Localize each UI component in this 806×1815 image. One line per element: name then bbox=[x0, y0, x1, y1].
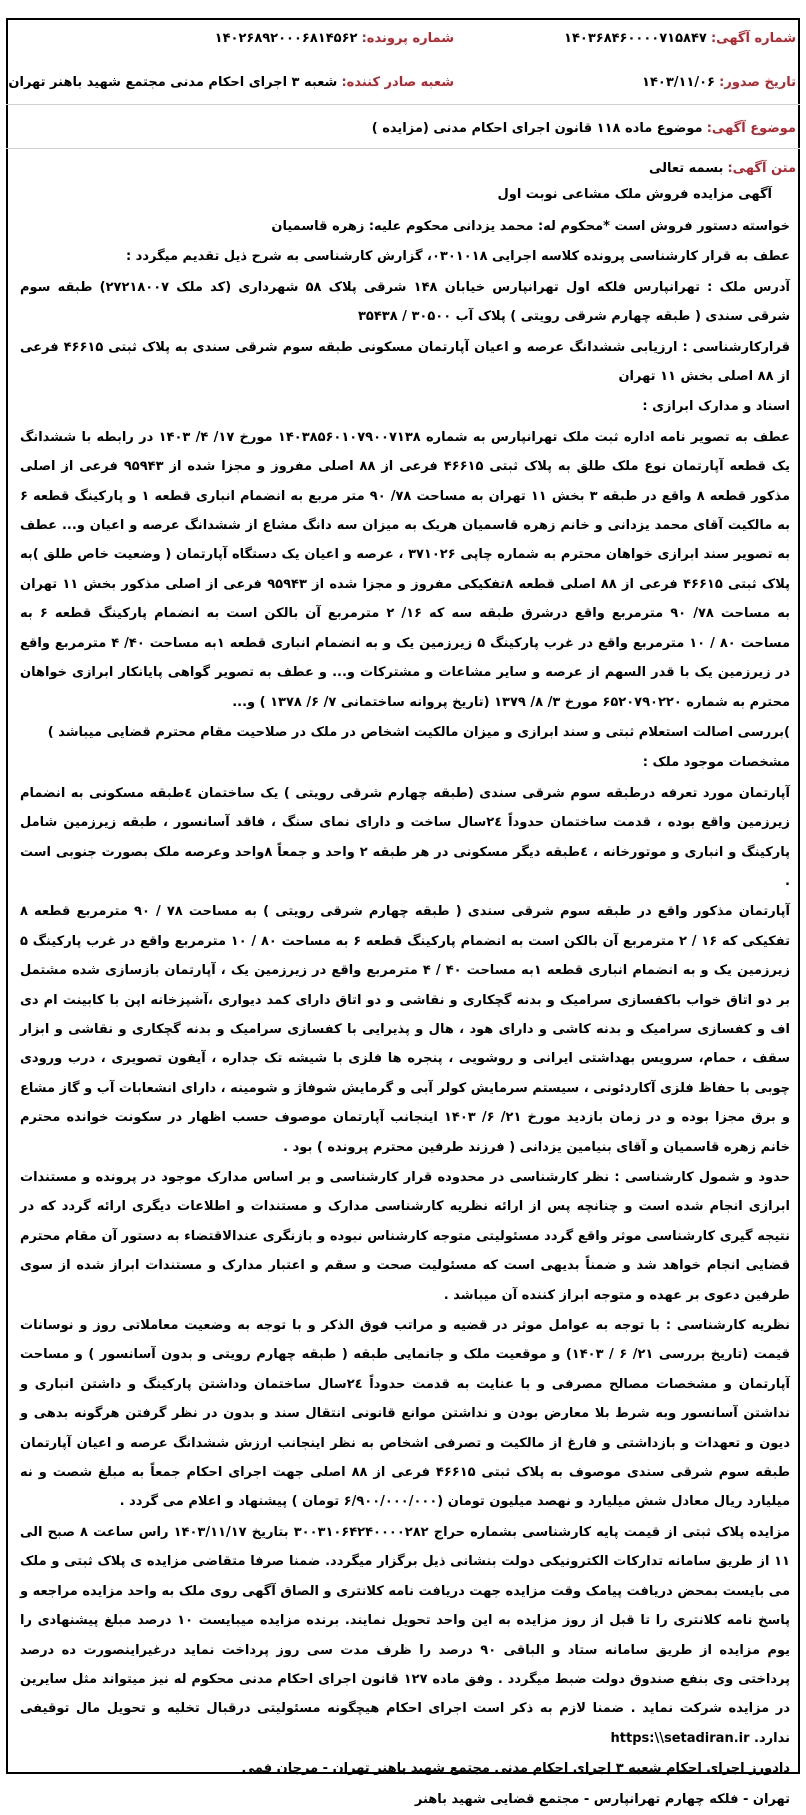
case-number-row bbox=[215, 30, 454, 48]
case-number-label: شماره پرونده: bbox=[361, 31, 454, 46]
basmala: بسمه تعالی bbox=[648, 161, 724, 176]
notice-body bbox=[20, 212, 790, 1815]
paragraph-intro: عطف به قرار کارشناسی پرونده کلاسه اجرایی ۰۳۰۱۰۱۸، گزارش کارشناسی به شرح ذیل تقدیم میگردد : bbox=[125, 249, 790, 265]
ad-number-row bbox=[564, 30, 796, 48]
paragraph-opinion: نظریه کارشناسی : با توجه به عوامل موثر در قضیه و مراتب فوق الذکر و با توجه به وضعیت معاملاتی روز و نوسانات قیمت (تاریخ بررسی ۲۱/ ۶ / ۱۴۰۳) و موقعیت ملک و جانمایی طبقه ( طبقه چهارم رویتی و بدون آسانسور ) و مساحت آپارتمان و مشخصات مصالح مصرفی و با عنایت به قدمت حدوداً ۲٤سال ساختمان وداشتن پارکینگ و داشتن انباری و نداشتن آسانسور وبه شرط بلا معارض بودن و نداشتن موانع قانونی انتقال سند و بدون در نظر گرفتن هرگونه بدهی و دیون و تعهدات و بازداشتی و فارغ از مالکیت و تصرفی اشخاص به نظر اینجانب ارزش ششدانگ عرصه و اعیان آپارتمان طبقه سوم شرقی سندی موصوف به پلاک ثبتی ۴۶۶۱۵ فرعی از ۸۸ اصلی جهت اجرای احکام جمعاً به مبلغ شصت و نه میلیارد ریال معادل شش میلیارد و نهصد میلیون تومان (۶/۹۰۰/۰۰۰/۰۰۰ تومان ) پیشنهاد و اعلام می گردد . bbox=[20, 1318, 791, 1510]
issuer: شعبه ۳ اجرای احکام مدنی مجتمع شهید باهنر تهران bbox=[8, 75, 338, 90]
paragraph-address: آدرس ملک : تهرانپارس فلکه اول تهرانپارس خیابان ۱۴۸ شرقی پلاک ۵۸ شهرداری (کد ملک ۲۷۲۱۸۰۰۷) طبقه سوم شرقی سندی ( طبقه چهارم شرقی رویتی ) پلاک آب ۳۰۵۰۰ / ۳۵۴۳۸ bbox=[20, 279, 790, 325]
setadiran-link[interactable]: https:\\setadiran.ir bbox=[610, 1730, 750, 1746]
paragraph-docs: عطف به تصویر نامه اداره ثبت ملک تهرانپارس به شماره ۱۴۰۳۸۵۶۰۱۰۷۹۰۰۷۱۳۸ مورخ ۱۷/ ۴/ ۱۴۰۳ در رابطه با ششدانگ یک قطعه آپارتمان نوع ملک طلق به پلاک ثبتی ۴۶۶۱۵ فرعی از ۸۸ اصلی مفروز و مجزا شده از ۹۵۹۴۳ فرعی از اصلی مذکور قطعه ۸ واقع در طبقه ۳ بخش ۱۱ تهران به مساحت ۷۸/ ۹۰ متر مربع به انضمام انباری قطعه ۱ و پارکینگ قطعه ۶ به مالکیت آقای محمد یزدانی و خانم زهره قاسمیان هریک به میزان سه دانگ مشاع از ششدانگ عرصه و اعیان و... عطف به تصویر سند ابرازی خواهان محترم به شماره چاپی ۳۷۱۰۲۶ ، عرصه و اعیان یک دستگاه آپارتمان ( وضعیت خاص طلق )به پلاک ثبتی ۴۶۶۱۵ فرعی از ۸۸ اصلی قطعه ۸تفکیکی مفروز و مجزا شده از ۹۵۹۴۳ فرعی از اصلی مذکور بخش ۱۱ تهران به مساحت ۷۸/ ۹۰ مترمربع واقع درشرق طبقه سه که ۱۶/ ۲ مترمربع آن بالکن است به انضمام پارکینگ قطعه ۶ به مساحت ۸۰ / ۱۰ مترمربع واقع در غرب پارکینگ ۵ زیرزمین یک و به انضمام انباری قطعه ۱به مساحت ۴۰/ ۴ مترمربع واقع در زیرزمین یک با قدر السهم از عرصه و سایر مشاعات و مشترکات و... و عطف به تصویر گواهی پایانکار ابرازی خواهان محترم به شماره ۶۵۲۰۷۹۰۲۲۰ مورخ ۳/ ۸/ ۱۳۷۹ (تاریخ پروانه ساختمانی ۷/ ۶/ ۱۳۷۸ ) و... bbox=[20, 429, 791, 710]
issuer-row bbox=[8, 74, 454, 92]
paragraph-specs-title: مشخصات موجود ملک : bbox=[642, 755, 790, 771]
paragraph-building: آپارتمان مورد تعرفه درطبقه سوم شرقی سندی (طبقه چهارم شرقی رویتی ) یک ساختمان ٤طبقه مسکونی به انضمام زیرزمین واقع بوده ، قدمت ساختمان حدوداً ۲٤سال ساخت و دارای نمای سنگ ، فاقد آسانسور ، طبقه زیرزمین شامل پارکینگ و انباری و موتورخانه ، ٤طبقه دیگر مسکونی در هر طبقه ۲ واحد و جمعاً ۸واحد وعرصه ملک بصورت جنوبی است . bbox=[20, 785, 791, 889]
issue-date-row bbox=[642, 74, 796, 92]
subject-value: موضوع ماده ۱۱۸ قانون اجرای احکام مدنی (مزایده ) bbox=[371, 121, 703, 136]
text-label: متن آگهی: bbox=[727, 161, 796, 176]
paragraph-note: )بررسی اصالت استعلام ثبتی و سند ابرازی و میزان مالکیت اشخاص در ملک در صلاحیت مقام محترم قضایی میباشد ) bbox=[47, 724, 790, 740]
paragraph-auction bbox=[20, 1518, 790, 1753]
footer-line-2: تهران - فلکه چهارم تهرانپارس - مجتمع قضایی شهید باهنر bbox=[414, 1791, 790, 1807]
issue-date: ۱۴۰۳/۱۱/۰۶ bbox=[642, 75, 715, 90]
ad-number-label: شماره آگهی: bbox=[710, 31, 796, 46]
case-number: ۱۴۰۲۶۸۹۲۰۰۰۶۸۱۴۵۶۲ bbox=[214, 31, 358, 46]
subject-label: موضوع آگهی: bbox=[706, 121, 796, 136]
paragraph-apartment: آپارتمان مذکور واقع در طبقه سوم شرقی سندی ( طبقه چهارم شرقی رویتی ) به مساحت ۷۸ / ۹۰ مترمربع قطعه ۸ تفکیکی که ۱۶ / ۲ مترمربع آن بالکن است به انضمام پارکینگ قطعه ۶ به مساحت ۸۰ / ۱۰ مترمربع واقع در غرب پارکینگ ۵ زیرزمین یک و به انضمام انباری قطعه ۱به مساحت ۴۰ / ۴ مترمربع واقع در زیرزمین یک ، آپارتمان بازسازی شده مشتمل بر دو اتاق خواب باکفسازی سرامیک و بدنه گچکاری و نقاشی و دو اتاق دارای کمد دیواری ،آشپزخانه اپن با کابینت ام دی اف و کفسازی سرامیک و بدنه کاشی و دارای هود ، هال و پذیرایی با کفسازی سرامیک و بدنه گچکاری و نقاشی و ابزار سقف ، حمام، سرویس بهداشتی ایرانی و روشویی ، پنجره ها فلزی با شیشه تک جداره ، آیفون تصویری ، درب ورودی چوبی با حفاظ فلزی آکاردئونی ، سیستم سرمایش کولر آبی و گرمایش شوفاژ و شومینه ، دارای انشعابات آب و گاز مشاع و برق مجزا بوده و در زمان بازدید مورخ ۲۱/ ۶/ ۱۴۰۳ اینجانب آپارتمان موصوف حسب اظهار در سکونت خوانده محترم خانم زهره قاسمیان و آقای بنیامین یزدانی ( فرزند طرفین محترم پرونده ) بود . bbox=[20, 904, 790, 1155]
paragraph-claim: خواسته دستور فروش است *محکوم له: محمد یزدانی محکوم علیه: زهره قاسمیان bbox=[271, 219, 790, 234]
footer-line-1: دادورز اجرای احکام شعبه ۳ اجرای احکام مدنی مجتمع شهید باهنر تهران - مرجان فمی bbox=[241, 1761, 790, 1777]
paragraph-scope: حدود و شمول کارشناسی : نظر کارشناسی در محدوده قرار کارشناسی و بر اساس مدارک موجود در پرونده و مستندات ابرازی انجام شده است و چنانچه پس از ارائه نظریه کارشناسی مدارک و مستندات و اطلاعات دیگری ارائه گردد که در نتیجه گیری کارشناسی موثر واقع گردد مسئولیتی متوجه کارشناس نبوده و بازنگری عندالاقتضاء به دستور آن مقام محترم قضایی انجام خواهد شد و ضمناً بدیهی است که مسئولیت صحت و سقم و اعتبار مدارک و مستندات ابراز شده از سوی طرفین دعوی بر عهده و متوجه ابراز کننده آن میباشد . bbox=[20, 1170, 790, 1303]
paragraph-docs-title: اسناد و مدارک ابرازی : bbox=[642, 399, 790, 415]
text-label-row bbox=[649, 160, 796, 178]
divider bbox=[6, 104, 800, 105]
paragraph-order: قرارکارشناسی : ارزیابی ششدانگ عرصه و اعیان آپارتمان مسکونی طبقه سوم شرقی سندی به پلاک ثبتی ۴۶۶۱۵ فرعی از ۸۸ اصلی بخش ۱۱ تهران bbox=[20, 339, 790, 385]
issue-date-label: تاریخ صدور: bbox=[719, 75, 796, 90]
notice-heading: آگهی مزایده فروش ملک مشاعی نوبت اول bbox=[497, 187, 772, 202]
subject-row bbox=[372, 120, 796, 138]
ad-number: ۱۴۰۳۶۸۴۶۰۰۰۰۷۱۵۸۴۷ bbox=[564, 31, 707, 46]
divider bbox=[6, 148, 800, 149]
auction-text: مزایده پلاک ثبتی از قیمت پایه کارشناسی بشماره حراج ۳۰۰۳۱۰۶۴۲۴۰۰۰۰۲۸۲ بتاریخ ۱۴۰۳/۱۱/۱۷ راس ساعت ۸ صبح الی ۱۱ از طریق سامانه تدارکات الکترونیکی دولت بنشانی ذیل برگزار میگردد. ضمنا صرفا متقاضی مزایده ی پلاک ثبتی و ملک می بایست بمحض دریافت پیامک وقت مزایده جهت دریافت نامه کلانتری و الصاق آگهی روی ملک به واحد مزایده مراجعه و پاسخ نامه کلانتری را تا قبل از روز مزایده به این واحد تحویل نمایند. برنده مزایده میبایست ۱۰ درصد مبلغ پیشنهادی را یوم مزایده از طریق سامانه ستاد و الباقی ۹۰ درصد را ظرف مدت سی روز پرداخت نماید درغیراینصورت ده درصد پرداختی وی بنفع صندوق دولت ضبط میگردد . وفق ماده ۱۲۷ قانون اجرای احکام مدنی محکوم له نیز میتواند مثل سایرین در مزایده شرکت نماید . ضمنا لازم به ذکر است اجرای احکام هیچگونه مسئولیتی درقبال تخلیه و تحویل مال توقیفی ندارد. bbox=[20, 1524, 791, 1746]
issuer-label: شعبه صادر کننده: bbox=[341, 75, 454, 90]
